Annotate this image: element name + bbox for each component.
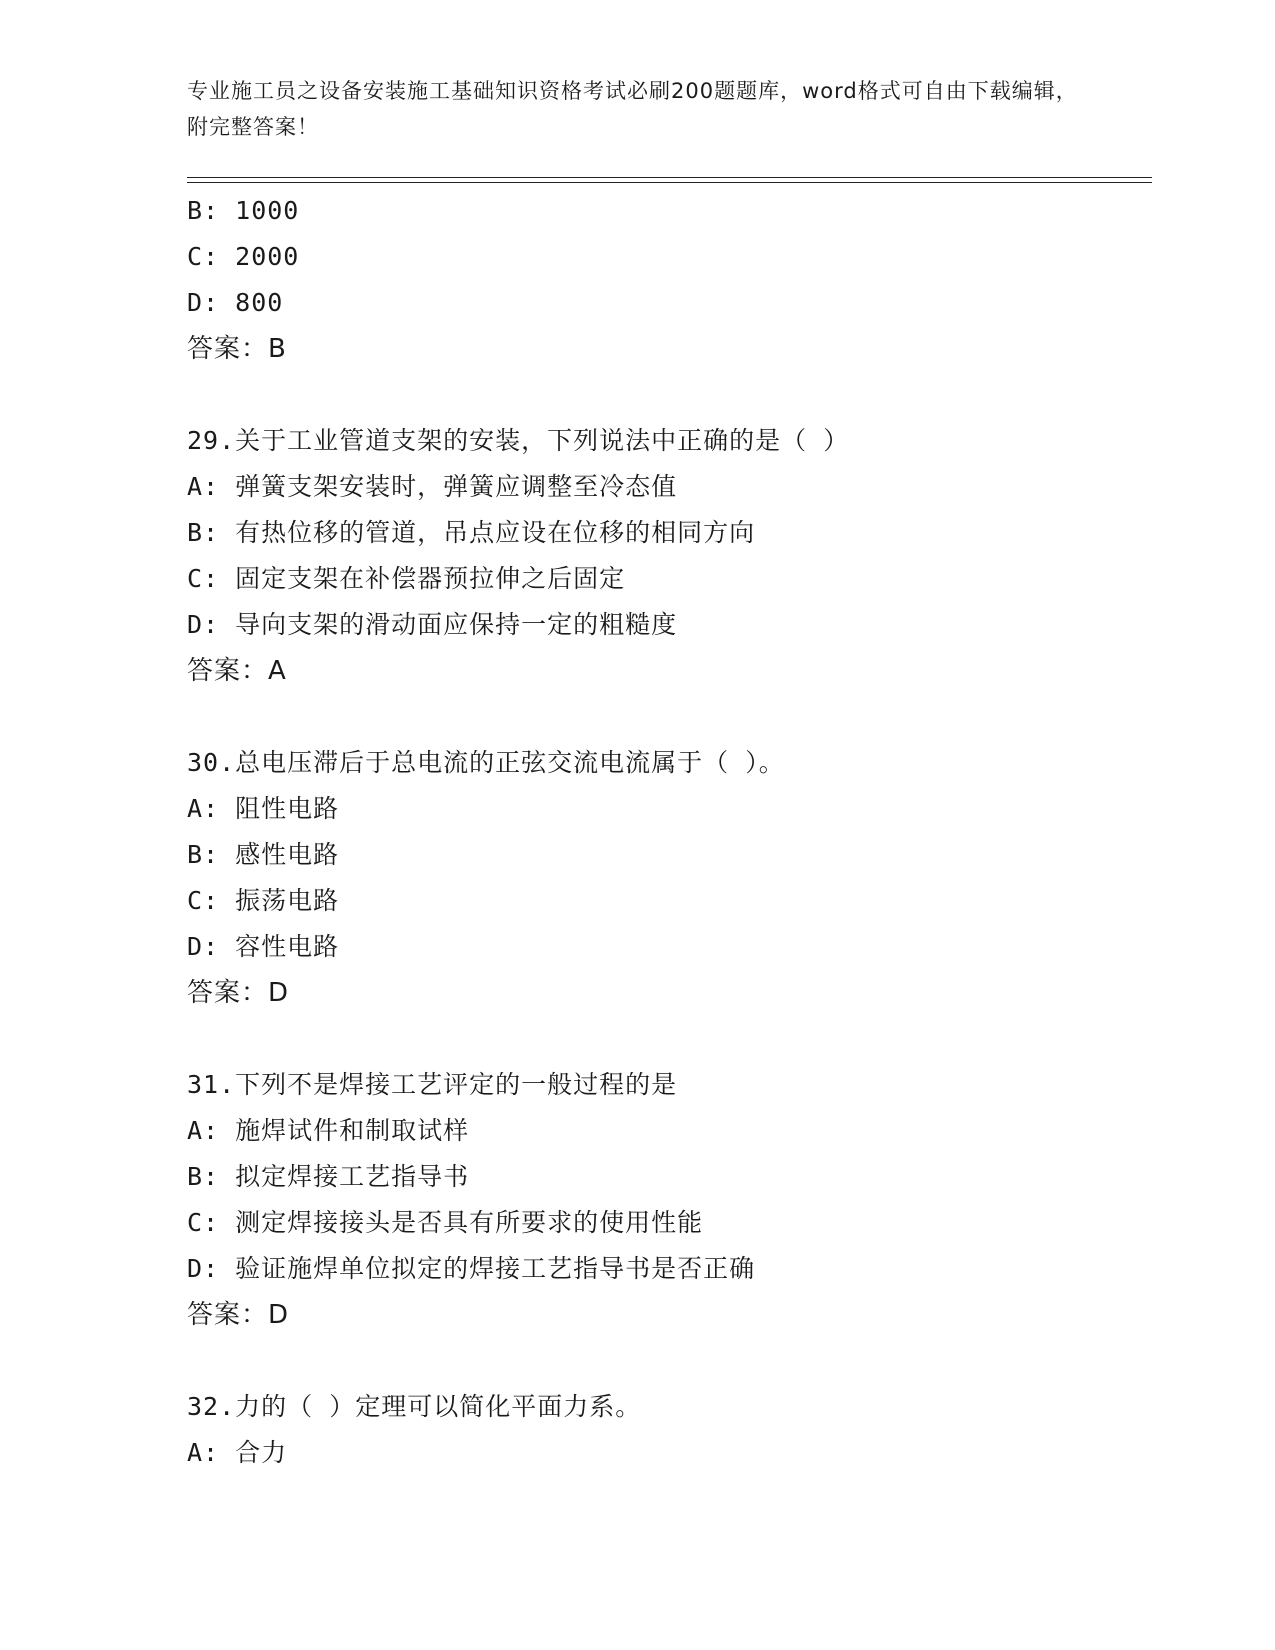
option-a: A: 弹簧支架安装时，弹簧应调整至冷态值 bbox=[187, 472, 678, 501]
option-d: D: 容性电路 bbox=[187, 932, 340, 961]
answer-line: 答案：A bbox=[187, 656, 287, 686]
option-d: D: 验证施焊单位拟定的焊接工艺指导书是否正确 bbox=[187, 1254, 756, 1283]
header-title: 专业施工员之设备安装施工基础知识资格考试必刷200题题库，word格式可自由下载编辑，附完整答案！ bbox=[187, 79, 1078, 139]
option-a: A: 阻性电路 bbox=[187, 794, 340, 823]
question-text: 30.总电压滞后于总电流的正弦交流电流属于（ ）。 bbox=[187, 748, 785, 777]
question-text: 31.下列不是焊接工艺评定的一般过程的是 bbox=[187, 1070, 678, 1099]
question-29 bbox=[187, 418, 1152, 694]
option-c: C: 固定支架在补偿器预拉伸之后固定 bbox=[187, 564, 626, 593]
carryover-question bbox=[187, 188, 1152, 372]
option-c: C: 振荡电路 bbox=[187, 886, 340, 915]
option-c: C: 2000 bbox=[187, 242, 300, 271]
question-32 bbox=[187, 1384, 1152, 1476]
header-divider-top bbox=[187, 177, 1152, 178]
answer-line: 答案：B bbox=[187, 334, 287, 364]
option-c: C: 测定焊接接头是否具有所要求的使用性能 bbox=[187, 1208, 704, 1237]
option-a: A: 施焊试件和制取试样 bbox=[187, 1116, 470, 1145]
option-b: B: 1000 bbox=[187, 196, 300, 225]
question-text: 32.力的（ ）定理可以简化平面力系。 bbox=[187, 1392, 642, 1421]
option-d: D: 800 bbox=[187, 288, 284, 317]
option-b: B: 有热位移的管道，吊点应设在位移的相同方向 bbox=[187, 518, 756, 547]
option-b: B: 拟定焊接工艺指导书 bbox=[187, 1162, 470, 1191]
question-list bbox=[187, 188, 1152, 1476]
answer-line: 答案：D bbox=[187, 978, 290, 1008]
option-a: A: 合力 bbox=[187, 1438, 288, 1467]
option-b: B: 感性电路 bbox=[187, 840, 340, 869]
answer-line: 答案：D bbox=[187, 1300, 290, 1330]
question-31 bbox=[187, 1062, 1152, 1338]
header-divider-bottom bbox=[187, 182, 1152, 183]
question-30 bbox=[187, 740, 1152, 1016]
option-d: D: 导向支架的滑动面应保持一定的粗糙度 bbox=[187, 610, 678, 639]
question-text: 29.关于工业管道支架的安装，下列说法中正确的是（ ） bbox=[187, 426, 850, 455]
document-header bbox=[187, 73, 1087, 145]
